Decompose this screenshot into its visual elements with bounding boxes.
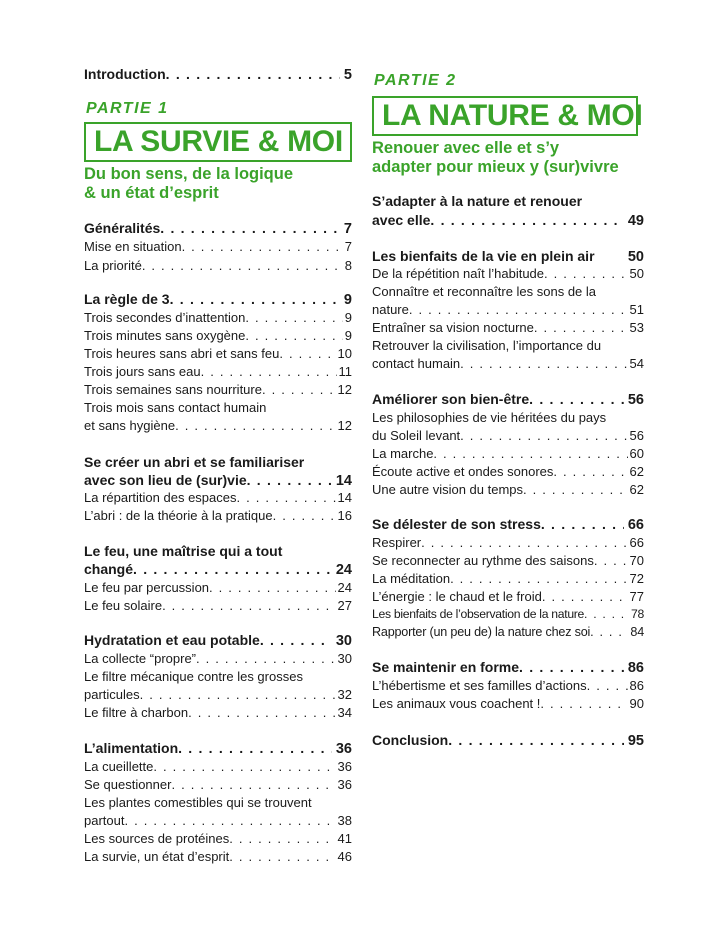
part-2-label: PARTIE 2 [374, 72, 457, 89]
toc-subentry[interactable]: De la répétition naît l’habitude . . . 50 [372, 266, 644, 281]
toc-subentry[interactable]: Trois semaines sans nourriture . . . 12 [84, 382, 352, 397]
toc-subentry[interactable]: Trois minutes sans oxygène . . . 9 [84, 328, 352, 343]
toc-subentry-line1[interactable]: Connaître et reconnaître les sons de la [372, 284, 597, 299]
toc-subentry[interactable]: La méditation . . . 72 [372, 571, 644, 586]
toc-subentry[interactable]: Le feu solaire . . . 27 [84, 598, 352, 613]
part-1-label: PARTIE 1 [86, 100, 169, 117]
toc-subentry[interactable]: Le filtre à charbon . . . 34 [84, 705, 352, 720]
toc-entry-ameliorer[interactable]: Améliorer son bien-être . . . 56 [372, 391, 644, 408]
toc-subentry[interactable]: Se questionner . . . 36 [84, 777, 352, 792]
toc-subentry[interactable]: Les animaux vous coachent ! . . . 90 [372, 696, 644, 711]
toc-entry-stress[interactable]: Se délester de son stress . . . 66 [372, 516, 644, 533]
toc-subentry[interactable]: L’énergie : le chaud et le froid . . . 77 [372, 589, 644, 604]
toc-subentry[interactable]: Entraîner sa vision nocturne . . . 53 [372, 320, 644, 335]
toc-entry-adapter-line1[interactable]: S’adapter à la nature et renouer [372, 193, 583, 209]
toc-subentry[interactable]: La collecte “propre” . . . 30 [84, 651, 352, 666]
part-1-subtitle-line2: & un état d’esprit [84, 184, 219, 202]
toc-subentry[interactable]: nature . . . 51 [372, 302, 644, 317]
toc-subentry[interactable]: L’hébertisme et ses familles d’actions . . . 86 [372, 678, 644, 693]
toc-subentry[interactable]: Trois heures sans abri et sans feu . . . 10 [84, 346, 352, 361]
toc-entry-abri[interactable]: avec son lieu de (sur)vie . . . 14 [84, 472, 352, 489]
toc-entry-adapter[interactable]: avec elle . . . 49 [372, 212, 644, 229]
toc-subentry[interactable]: contact humain . . . 54 [372, 356, 644, 371]
toc-entry-abri-line1[interactable]: Se créer un abri et se familiariser [84, 454, 305, 470]
toc-subentry[interactable]: La répartition des espaces . . . 14 [84, 490, 352, 505]
toc-subentry-line1[interactable]: Les philosophies de vie héritées du pays [372, 410, 607, 425]
toc-entry-feu-line1[interactable]: Le feu, une maîtrise qui a tout [84, 543, 283, 559]
toc-subentry[interactable]: La survie, un état d’esprit . . . 46 [84, 849, 352, 864]
toc-subentry[interactable]: Trois secondes d’inattention . . . 9 [84, 310, 352, 325]
toc-entry-forme[interactable]: Se maintenir en forme . . . 86 [372, 659, 644, 676]
toc-subentry[interactable]: Le feu par percussion . . . 24 [84, 580, 352, 595]
toc-subentry[interactable]: L’abri : de la théorie à la pratique . . . 16 [84, 508, 352, 523]
toc-entry-hydratation[interactable]: Hydratation et eau potable . . . 30 [84, 632, 352, 649]
toc-entry-feu[interactable]: changé . . . 24 [84, 561, 352, 578]
part-1-subtitle-line1: Du bon sens, de la logique [84, 165, 294, 183]
toc-subentry[interactable]: Se reconnecter au rythme des saisons . . . 70 [372, 553, 644, 568]
part-2-subtitle-line2: adapter pour mieux y (sur)vivre [372, 158, 619, 176]
toc-subentry-line1[interactable]: Les plantes comestibles qui se trouvent [84, 795, 312, 810]
toc-entry-conclusion[interactable]: Conclusion . . . 95 [372, 732, 644, 749]
toc-subentry[interactable]: Trois jours sans eau . . . 11 [84, 364, 352, 379]
toc-entry-bienfaits[interactable]: Les bienfaits de la vie en plein air 50 [372, 248, 644, 265]
toc-subentry[interactable]: Respirer . . . 66 [372, 535, 644, 550]
toc-subentry[interactable]: et sans hygiène . . . 12 [84, 418, 352, 433]
toc-subentry[interactable]: partout . . . 38 [84, 813, 352, 828]
toc-subentry[interactable]: Rapporter (un peu de) la nature chez soi . . . 84 [372, 625, 644, 639]
toc-subentry[interactable]: La priorité . . . 8 [84, 258, 352, 273]
toc-subentry-line1[interactable]: Retrouver la civilisation, l’importance du [372, 338, 602, 353]
part-2-subtitle-line1: Renouer avec elle et s’y [372, 139, 560, 157]
toc-entry-generalites[interactable]: Généralités . . . 7 [84, 220, 352, 237]
part-1-title: LA SURVIE & MOI [84, 122, 352, 162]
toc-entry-regle-de-3[interactable]: La règle de 3 . . . 9 [84, 291, 352, 308]
part-2-title: LA NATURE & MOI [372, 96, 638, 136]
toc-subentry[interactable]: particules . . . 32 [84, 687, 352, 702]
toc-subentry-line1[interactable]: Le filtre mécanique contre les grosses [84, 669, 303, 684]
toc-entry-alimentation[interactable]: L’alimentation . . . 36 [84, 740, 352, 757]
toc-subentry[interactable]: La cueillette . . . 36 [84, 759, 352, 774]
toc-subentry[interactable]: Mise en situation . . . 7 [84, 239, 352, 254]
toc-entry-introduction[interactable]: Introduction . . . 5 [84, 66, 352, 83]
toc-subentry[interactable]: La marche . . . 60 [372, 446, 644, 461]
toc-subentry-line1[interactable]: Trois mois sans contact humain [84, 400, 267, 415]
toc-subentry[interactable]: Les sources de protéines . . . 41 [84, 831, 352, 846]
toc-subentry[interactable]: Écoute active et ondes sonores . . . 62 [372, 464, 644, 479]
toc-subentry[interactable]: Une autre vision du temps . . . 62 [372, 482, 644, 497]
toc-subentry[interactable]: Les bienfaits de l’observation de la nature . . . 78 [372, 607, 644, 621]
toc-subentry[interactable]: du Soleil levant . . . 56 [372, 428, 644, 443]
